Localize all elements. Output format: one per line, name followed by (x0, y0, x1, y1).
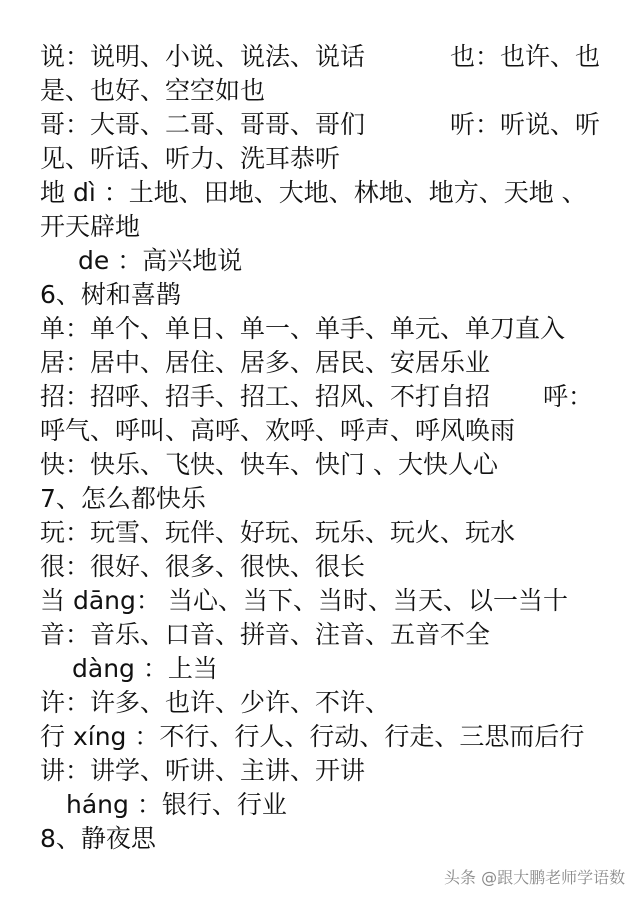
entry-dang-label: 当 dāng： (40, 586, 161, 615)
entry-zhao: 招：招呼、招手、招工、招风、不打自招 (40, 382, 491, 411)
entry-di: 地 dì ：土地、田地、大地、林地、地方、天地 、 (40, 178, 587, 207)
entry-shuo: 说：说明、小说、说法、说话 (40, 42, 366, 71)
entry-ye: 也：也许、也 (450, 42, 601, 71)
entry-kuai: 快：快乐、飞快、快车、快门 、大快人心 (40, 450, 498, 479)
entry-dan: 单：单个、单日、单一、单手、单元、单刀直入 (40, 314, 566, 343)
entry-ting: 听：听说、听 (450, 110, 601, 139)
entry-ting-continued: 见、听话、听力、洗耳恭听 (40, 144, 341, 173)
entry-hu-continued: 呼气、呼叫、高呼、欢呼、呼声、呼风唤雨 (40, 416, 516, 445)
entry-de: de ：高兴地说 (78, 246, 243, 275)
entry-dang-falling: dàng ：上当 (72, 654, 218, 683)
lesson-heading-6: 6、树和喜鹊 (40, 280, 181, 309)
entry-xu: 许：许多、也许、少许、不许、 (40, 688, 391, 717)
entry-ju: 居：居中、居住、居多、居民、安居乐业 (40, 348, 491, 377)
entry-wan: 玩：玩雪、玩伴、好玩、玩乐、玩火、玩水 (40, 518, 516, 547)
entry-ye-continued: 是、也好、空空如也 (40, 76, 266, 105)
entry-hu: 呼： (543, 382, 594, 411)
entry-dang-words: 当心、当下、当时、当天、以一当十 (168, 586, 569, 615)
lesson-heading-8: 8、静夜思 (40, 824, 156, 853)
entry-di-continued: 开天辟地 (40, 212, 141, 241)
entry-jiang: 讲：讲学、听讲、主讲、开讲 (40, 756, 366, 785)
entry-hang: háng ：银行、行业 (66, 790, 287, 819)
entry-ge: 哥：大哥、二哥、哥哥、哥们 (40, 110, 366, 139)
lesson-heading-7: 7、怎么都快乐 (40, 484, 206, 513)
entry-yin: 音：音乐、口音、拼音、注音、五音不全 (40, 620, 491, 649)
watermark: 头条 @跟大鹏老师学语数 (444, 868, 626, 887)
entry-hen: 很：很好、很多、很快、很长 (40, 552, 366, 581)
entry-xing: 行 xíng ：不行、行人、行动、行走、三思而后行 (40, 722, 585, 751)
